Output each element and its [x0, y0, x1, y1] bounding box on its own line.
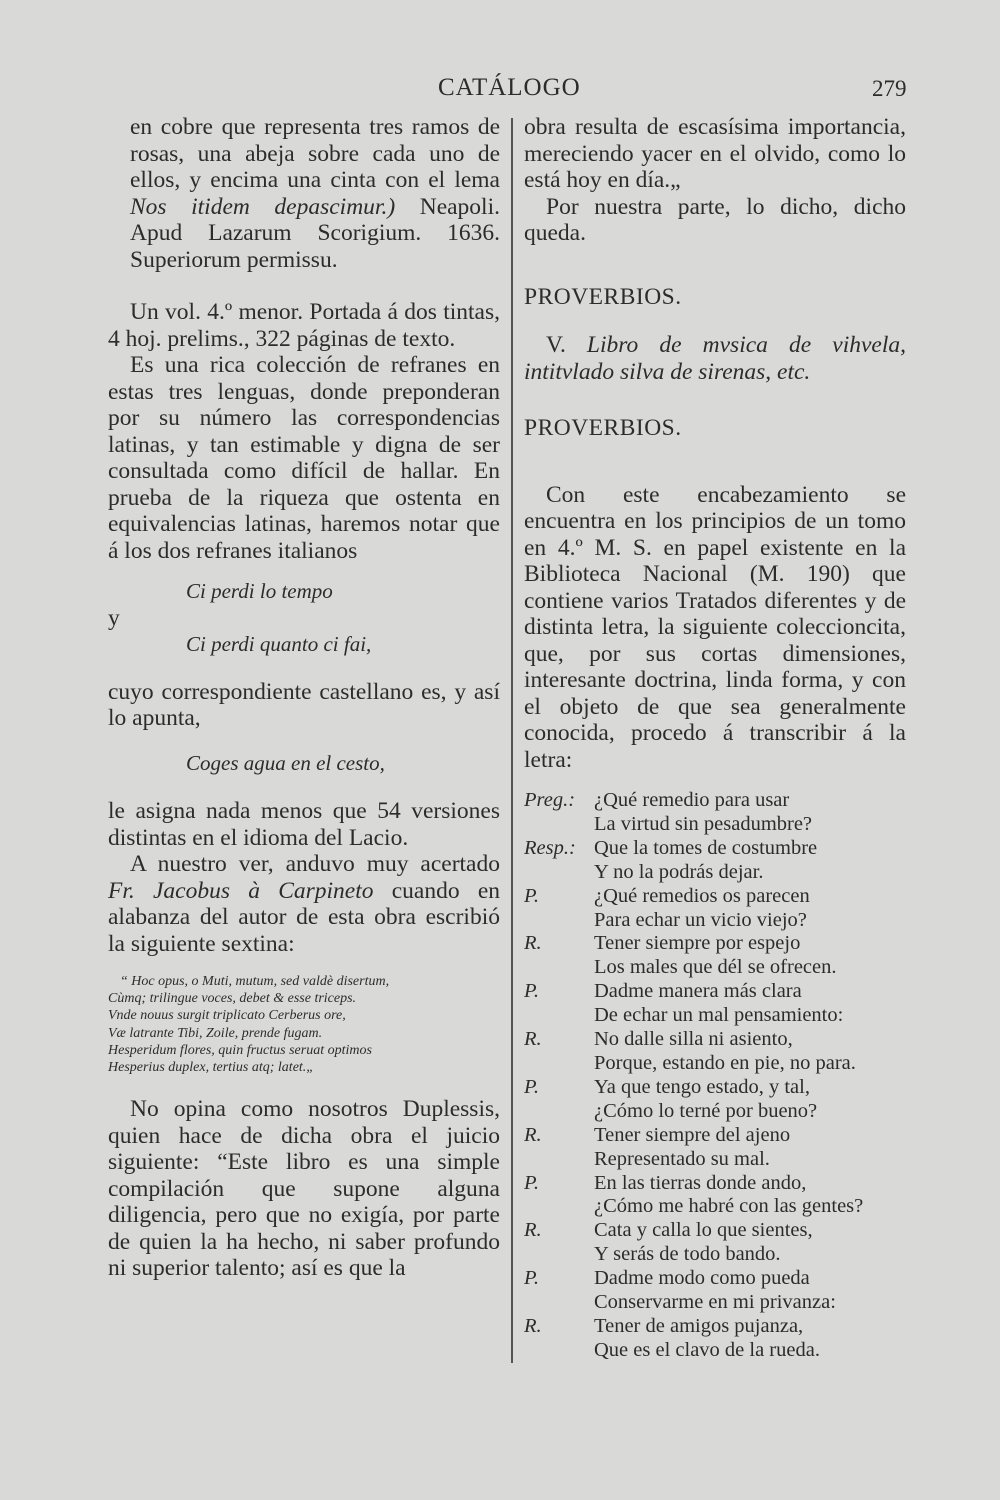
dialogue-line: Representado su mal.	[594, 1147, 770, 1170]
paragraph: cuyo correspondiente castellano es, y así lo apunta,	[108, 678, 500, 731]
column-divider	[511, 118, 513, 1363]
dialogue-line: Y serás de todo bando.	[594, 1243, 781, 1266]
dialogue-speaker	[524, 1148, 594, 1172]
proverb-dialogue	[524, 789, 906, 1363]
dialogue-line: Tener siempre del ajeno	[594, 1123, 791, 1146]
dialogue-speaker: P.	[524, 1075, 540, 1098]
conjunction: y	[108, 604, 120, 631]
dialogue-line: ¿Cómo me habré con las gentes?	[594, 1195, 864, 1218]
running-title: CATÁLOGO	[438, 74, 581, 101]
dialogue-speaker: R.	[524, 1219, 542, 1242]
dialogue-speaker: Resp.:	[524, 836, 576, 859]
latin-line: Vnde nouus surgit triplicato Cerberus ore,	[108, 1008, 346, 1024]
dialogue-line: La virtud sin pesadumbre?	[594, 812, 813, 835]
dialogue-line: Cata y calla lo que sientes,	[594, 1219, 813, 1242]
left-column	[108, 114, 500, 1282]
dialogue-speaker	[524, 1004, 594, 1028]
entry-continuation	[108, 114, 500, 273]
entry-imprint: Neapoli. Apud Lazarum Scorigium. 1636. Superiorum permissu.	[130, 193, 500, 273]
dialogue-speaker	[524, 861, 594, 885]
dialogue-row	[524, 1124, 906, 1148]
dialogue-line: Que la tomes de costumbre	[594, 836, 818, 859]
dialogue-row	[524, 1195, 906, 1219]
page-header	[0, 74, 1000, 110]
page-number: 279	[872, 76, 907, 101]
section-heading: PROVERBIOS.	[524, 283, 682, 310]
dialogue-line: Porque, estando en pie, no para.	[594, 1051, 856, 1074]
dialogue-speaker	[524, 1291, 594, 1315]
dialogue-row	[524, 885, 906, 909]
dialogue-speaker	[524, 909, 594, 933]
dialogue-line: Dadme manera más clara	[594, 980, 802, 1003]
section-heading: PROVERBIOS.	[524, 415, 682, 441]
latin-line: Væ latrante Tibi, Zoile, prende fugam.	[108, 1025, 323, 1041]
quoted-verse: Ci perdi quanto ci fai,	[186, 632, 372, 656]
dialogue-speaker	[524, 1100, 594, 1124]
dialogue-row	[524, 861, 906, 885]
latin-line: Hesperidum flores, quin fructus seruat optimos	[108, 1042, 372, 1058]
paragraph	[108, 851, 500, 957]
paragraph: le asigna nada menos que 54 versiones distintas en el idioma del Lacio.	[108, 798, 500, 851]
dialogue-row	[524, 813, 906, 837]
latin-line: Hesperius duplex, tertius atq; latet.„	[108, 1060, 315, 1076]
dialogue-line: Tener siempre por espejo	[594, 932, 801, 955]
dialogue-line: De echar un mal pensamiento:	[594, 1004, 844, 1027]
dialogue-row	[524, 1315, 906, 1339]
dialogue-speaker: P.	[524, 1171, 540, 1194]
dialogue-speaker	[524, 956, 594, 980]
dialogue-speaker: R.	[524, 1028, 542, 1051]
dialogue-speaker	[524, 1195, 594, 1219]
paragraph: obra resulta de escasísima importancia, mereciendo yacer en el olvido, como lo está hoy en día.„	[524, 114, 906, 193]
dialogue-line: En las tierras donde ando,	[594, 1171, 807, 1194]
dialogue-line: Conservarme en mi privanza:	[594, 1291, 836, 1314]
dialogue-row	[524, 1052, 906, 1076]
paragraph-text: cuando en alabanza del autor de esta obra escribió la siguiente sextina:	[108, 877, 501, 957]
dialogue-row	[524, 1339, 906, 1363]
dialogue-speaker: P.	[524, 980, 540, 1003]
latin-sextina	[108, 973, 500, 1076]
dialogue-row	[524, 1219, 906, 1243]
dialogue-line: ¿Cómo lo terné por bueno?	[594, 1099, 818, 1122]
dialogue-speaker: P.	[524, 1267, 540, 1290]
paragraph: Con este encabezamiento se encuentra en los principios de un tomo en 4.º M. S. en papel existente en la Biblioteca Nacional (M. 190) que contiene varios Tratados diferentes y de distinta letra, la siguiente coleccioncita, que, por sus cortas dimensiones, interesante doctrina, linda forma, y con el objeto de que sea generalmente conocida, procedo á transcribir á la letra:	[524, 481, 906, 773]
quoted-verse: Coges agua en el cesto,	[186, 750, 385, 775]
dialogue-line: Tener de amigos pujanza,	[594, 1314, 804, 1337]
entry-motto: Nos itidem depascimur.)	[130, 193, 396, 220]
dialogue-row	[524, 1028, 906, 1052]
right-column	[524, 114, 906, 1363]
dialogue-row	[524, 1172, 906, 1196]
dialogue-row	[524, 1267, 906, 1291]
dialogue-row	[524, 1076, 906, 1100]
entry-title: Libro de mvsica de vihvela, intitvlado silva de sirenas, etc.	[524, 332, 906, 385]
dialogue-line: No dalle silla ni asiento,	[594, 1028, 793, 1051]
dialogue-line: Para echar un vicio viejo?	[594, 908, 807, 931]
dialogue-row	[524, 1291, 906, 1315]
catalog-entry	[524, 332, 906, 385]
dialogue-line: Ya que tengo estado, y tal,	[594, 1075, 810, 1098]
dialogue-line: ¿Qué remedios os parecen	[594, 884, 810, 907]
dialogue-row	[524, 789, 906, 813]
dialogue-row	[524, 1148, 906, 1172]
dialogue-speaker: P.	[524, 884, 540, 907]
latin-line: “ Hoc opus, o Muti, mutum, sed valdè disertum,	[120, 974, 390, 989]
dialogue-row	[524, 1004, 906, 1028]
dialogue-line: ¿Qué remedio para usar	[594, 789, 790, 811]
dialogue-speaker: R.	[524, 932, 542, 955]
dialogue-speaker	[524, 813, 594, 837]
dialogue-line: Los males que dél se ofrecen.	[594, 956, 837, 979]
paragraph: Por nuestra parte, lo dicho, dicho queda.	[524, 193, 906, 246]
dialogue-speaker	[524, 1339, 594, 1363]
dialogue-row	[524, 1243, 906, 1267]
entry-description: Un vol. 4.º menor. Portada á dos tintas, 4 hoj. prelims., 322 páginas de texto.	[108, 299, 500, 352]
dialogue-row	[524, 837, 906, 861]
dialogue-row	[524, 1100, 906, 1124]
dialogue-line: Que es el clavo de la rueda.	[594, 1338, 820, 1361]
dialogue-speaker: R.	[524, 1123, 542, 1146]
quoted-verse: Ci perdi lo tempo	[186, 579, 333, 603]
dialogue-row	[524, 980, 906, 1004]
dialogue-speaker: R.	[524, 1314, 542, 1337]
entry-text: en cobre que representa tres ramos de rosas, una abeja sobre cada uno de ellos, y encima una cinta con el lema	[130, 114, 500, 193]
dialogue-row	[524, 932, 906, 956]
dialogue-row	[524, 956, 906, 980]
latin-line: Cùmq; trilingue voces, debet & esse triceps.	[108, 991, 357, 1007]
entry-number: V.	[546, 332, 566, 358]
dialogue-speaker: Preg.:	[524, 789, 576, 811]
dialogue-speaker	[524, 1052, 594, 1076]
paragraph: No opina como nosotros Duplessis, quien hace de dicha obra el juicio siguiente: “Este libro es una simple compilación que supone alguna diligencia, pero que no exigía, por parte de quien la ha hecho, ni saber profundo ni superior talento; así es que la	[108, 1096, 500, 1282]
dialogue-line: Dadme modo como pueda	[594, 1267, 810, 1290]
dialogue-line: Y no la podrás dejar.	[594, 860, 764, 883]
author-name: Fr. Jacobus à Carpineto	[108, 877, 374, 904]
paragraph: Es una rica colección de refranes en estas tres lenguas, donde preponderan por su número las correspondencias latinas, y tan estimable y digna de ser consultada como difícil de hallar. En prueba de la riqueza que ostenta en equivalencias latinas, haremos notar que á los dos refranes italianos	[108, 352, 500, 564]
dialogue-speaker	[524, 1243, 594, 1267]
paragraph-text: A nuestro ver, anduvo muy acertado	[130, 851, 500, 877]
dialogue-row	[524, 909, 906, 933]
